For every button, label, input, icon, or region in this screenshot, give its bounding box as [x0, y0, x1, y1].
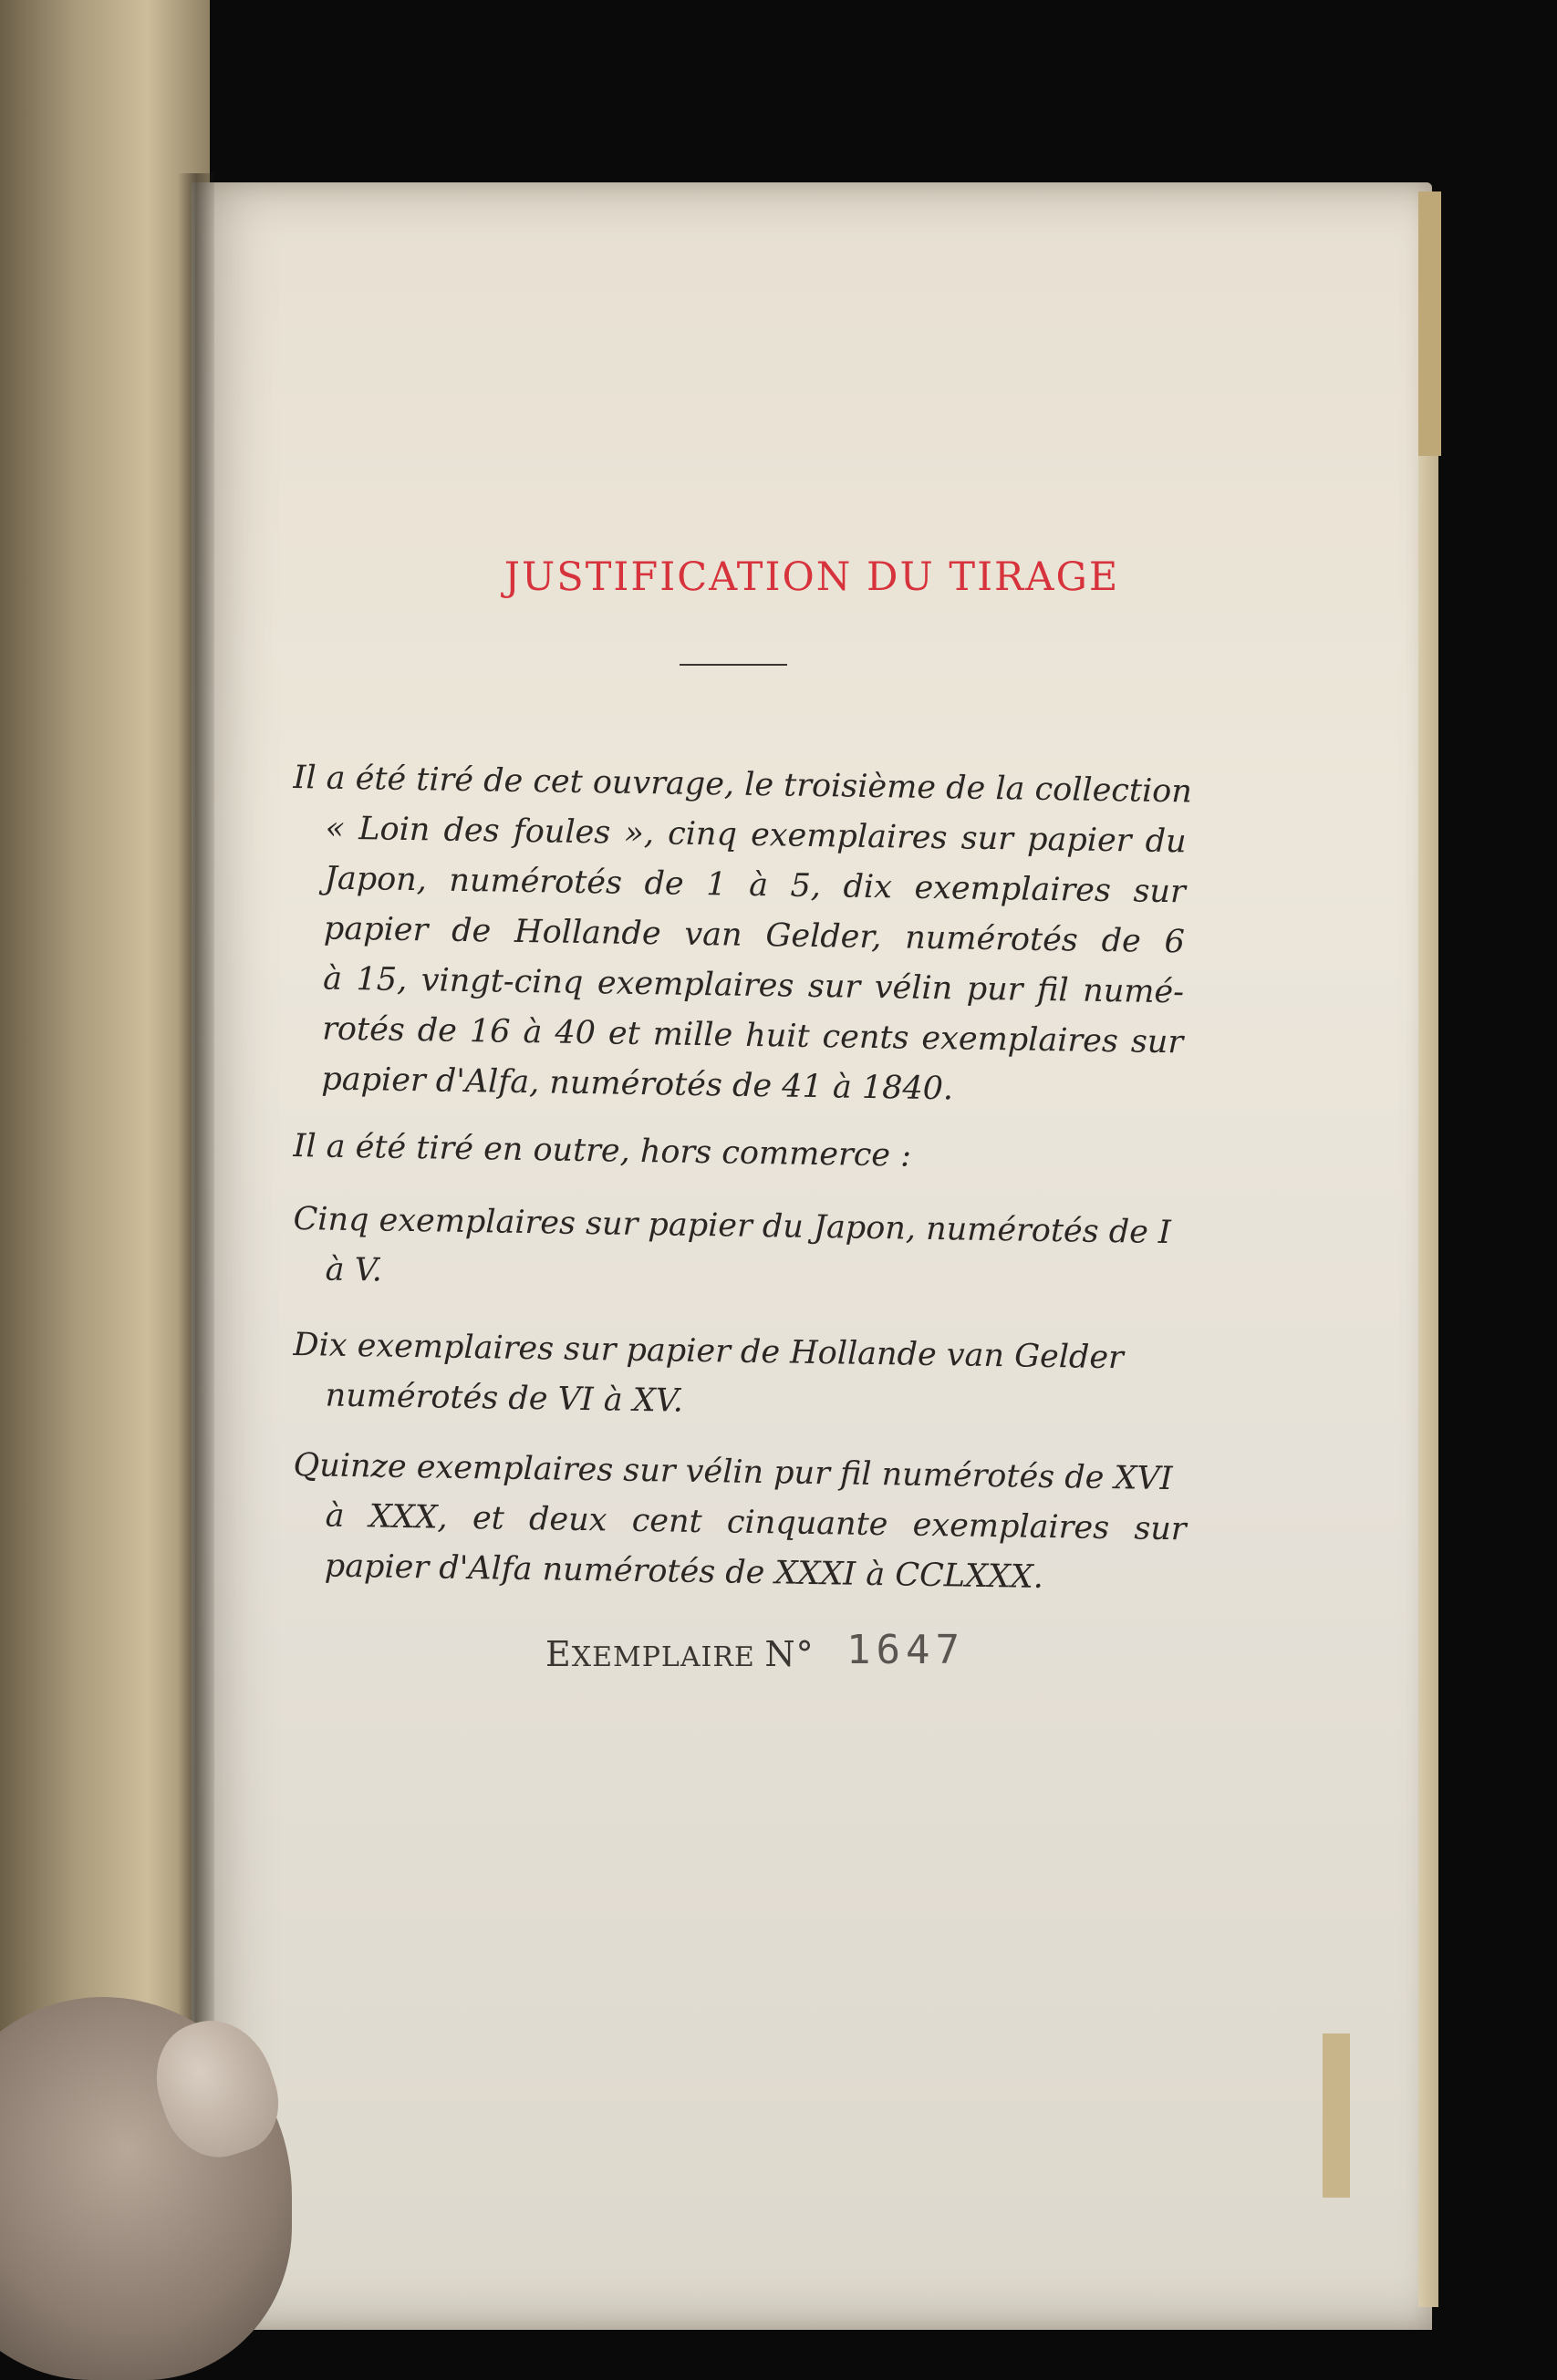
- text-line: Il a été tiré en outre, hors commerce :: [293, 1127, 912, 1174]
- text-line: Dix exemplaires sur papier de Hollande van Gelder: [293, 1326, 1125, 1377]
- text-line: numérotés de VI à XV.: [325, 1377, 684, 1420]
- exemplaire-label: [545, 1634, 815, 1674]
- page-edge: [1418, 210, 1438, 2307]
- book-gutter: [178, 173, 214, 2334]
- text-line: Cinq exemplaires sur papier du Japon, numérotés de I: [293, 1200, 1172, 1252]
- page-title: JUSTIFICATION DU TIRAGE: [503, 554, 1120, 600]
- paragraph-edition: [288, 753, 1193, 1118]
- text-line: à XXX, et deux cent cinquante exemplaires sur: [325, 1497, 1187, 1548]
- text-line: « Loin des foules », cinq exemplaires sur papier du: [325, 810, 1187, 861]
- exemplaire-no: N°: [764, 1634, 815, 1674]
- text-line: rotés de 16 à 40 et mille huit cents exemplaires sur: [321, 1010, 1184, 1061]
- text-line: Il a été tiré de cet ouvrage, le troisième de la collection: [293, 759, 1193, 811]
- exemplaire-rest: XEMPLAIRE: [571, 1641, 755, 1673]
- text-line: Quinze exemplaires sur vélin pur fil numérotés de XVI: [293, 1446, 1173, 1498]
- text-line: Japon, numérotés de 1 à 5, dix exemplaires sur: [324, 860, 1187, 911]
- paragraph-japon: [292, 1195, 1188, 1309]
- text-line: papier d'Alfa numérotés de XXXI à CCLXXX.: [324, 1547, 1044, 1596]
- page-tab-bottom: [1323, 2033, 1350, 2198]
- text-line: à 15, vingt-cinq exemplaires sur vélin pur fil numé-: [322, 960, 1185, 1011]
- page-tab-top: [1418, 191, 1441, 456]
- text-line: à V.: [325, 1251, 383, 1289]
- text-line: papier de Hollande van Gelder, numérotés de 6: [323, 910, 1186, 961]
- title-rule: [680, 664, 787, 666]
- exemplaire-number: 1647: [846, 1627, 965, 1673]
- exemplaire-initial: E: [545, 1634, 572, 1674]
- paragraph-velin: [291, 1441, 1187, 1605]
- text-line: papier d'Alfa, numérotés de 41 à 1840.: [321, 1061, 954, 1108]
- paragraph-hollande: [292, 1320, 1188, 1434]
